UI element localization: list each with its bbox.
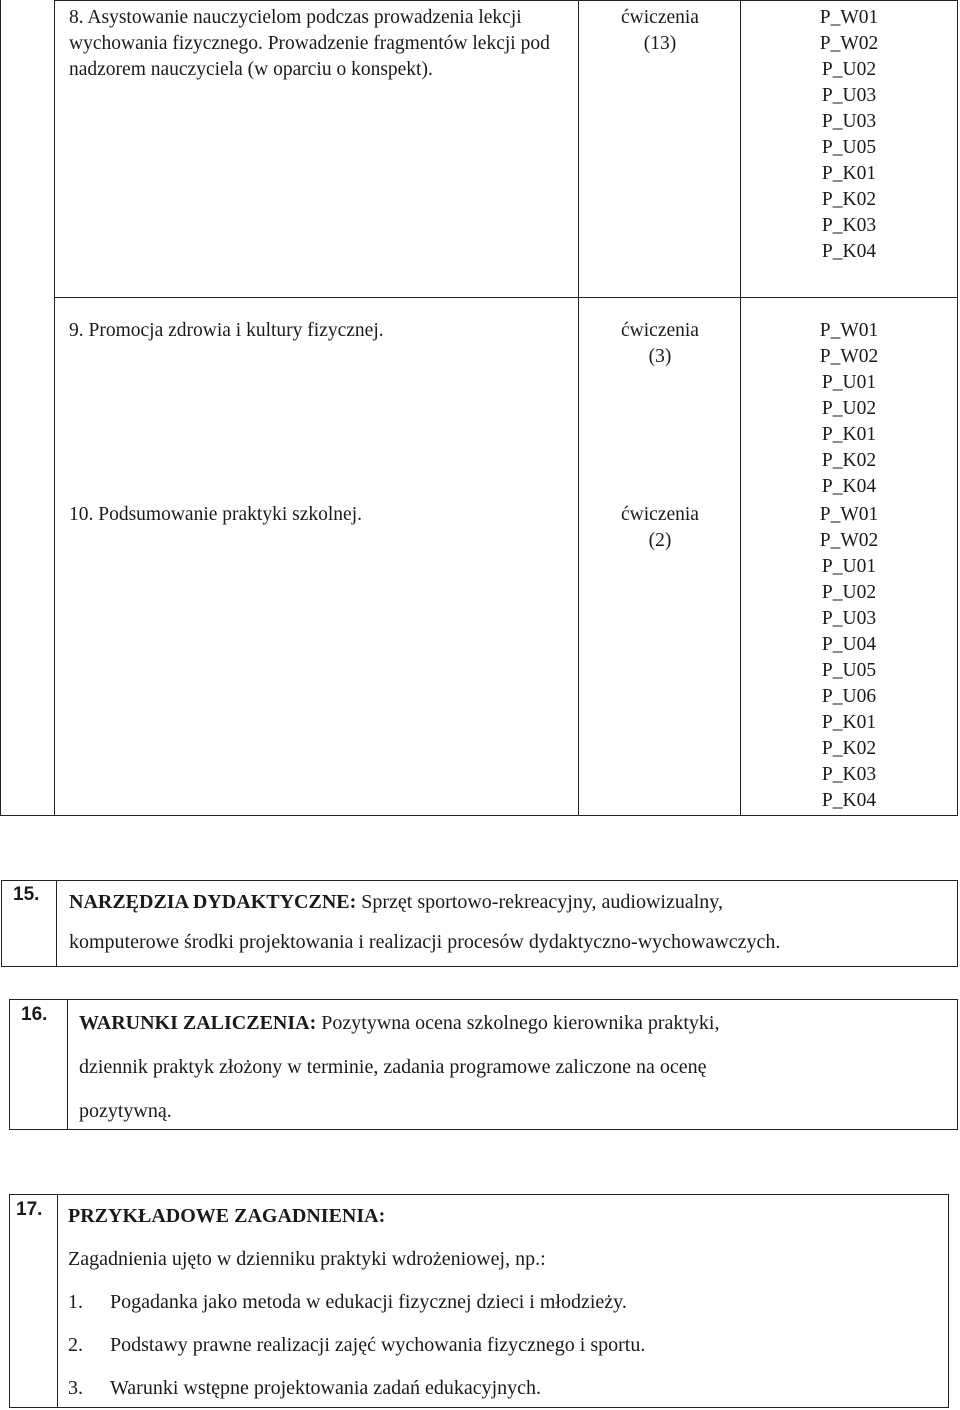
section-text: Pozytywna ocena szkolnego kierownika praktyki,	[316, 1012, 720, 1034]
effect-code: P_U02	[821, 59, 877, 80]
table-row-codes	[742, 5, 956, 265]
list-item	[68, 1367, 943, 1410]
effect-code: P_W02	[819, 346, 879, 367]
list-item-number: 2.	[68, 1334, 83, 1356]
effect-code: P_U03	[821, 608, 877, 629]
form-label: ćwiczenia	[621, 504, 699, 525]
effect-code: P_K01	[821, 424, 877, 445]
list-item-number: 1.	[68, 1291, 83, 1313]
effect-code: P_U02	[821, 398, 877, 419]
form-label: ćwiczenia	[621, 320, 699, 341]
section-number: 17.	[16, 1199, 43, 1220]
section-16-line: dziennik praktyk złożony w terminie, zadania programowe zaliczone na ocenę	[79, 1056, 707, 1078]
effect-code: P_U04	[821, 634, 877, 655]
table-row-codes	[742, 318, 956, 500]
hours-label: (13)	[643, 33, 677, 54]
table-row-topic: 8. Asystowanie nauczycielom podczas prowadzenia lekcji wychowania fizycznego. Prowadzenie fragmentów lekcji pod nadzorem nauczyciela (w oparciu o konspekt).	[69, 7, 550, 80]
section-16-line	[79, 1001, 954, 1045]
table-border-right	[957, 0, 958, 816]
table-border-left	[0, 0, 1, 816]
section-15-line	[69, 882, 954, 922]
effect-code: P_K04	[821, 790, 877, 811]
effect-code: P_K03	[821, 764, 877, 785]
hours-label: (2)	[648, 530, 672, 551]
effect-code: P_W01	[819, 504, 879, 525]
table-bottom-border	[0, 815, 958, 816]
list-item-text: Warunki wstępne projektowania zadań edukacyjnych.	[110, 1377, 542, 1399]
effect-code: P_W01	[819, 320, 879, 341]
table-row-topic: 9. Promocja zdrowia i kultury fizycznej.	[69, 320, 384, 341]
hours-label: (3)	[648, 346, 672, 367]
list-item-text: Podstawy prawne realizacji zajęć wychowania fizycznego i sportu.	[110, 1334, 646, 1356]
effect-code: P_K01	[821, 712, 877, 733]
effect-code: P_K03	[821, 215, 877, 236]
effect-code: P_W02	[819, 530, 879, 551]
section-number: 15.	[13, 884, 40, 905]
list-item-text: Pogadanka jako metoda w edukacji fizycznej dzieci i młodzieży.	[110, 1291, 627, 1313]
form-label: ćwiczenia	[621, 7, 699, 28]
section-17-divider	[57, 1194, 58, 1407]
effect-code: P_U06	[821, 686, 877, 707]
effect-code: P_K02	[821, 738, 877, 759]
section-16-content	[79, 1001, 954, 1133]
table-border-col1	[54, 0, 55, 816]
table-row-form	[580, 5, 740, 57]
table-row-codes	[742, 502, 956, 814]
list-item-number: 3.	[68, 1377, 83, 1399]
section-17-intro: Zagadnienia ujęto w dzienniku praktyki wdrożeniowej, np.:	[68, 1248, 546, 1270]
effect-code: P_U01	[821, 556, 877, 577]
table-row-divider	[54, 0, 958, 1]
section-heading: NARZĘDZIA DYDAKTYCZNE:	[69, 891, 357, 913]
section-text: Sprzęt sportowo-rekreacyjny, audiowizualny,	[356, 891, 723, 913]
effect-code: P_U02	[821, 582, 877, 603]
table-row-divider	[54, 297, 958, 298]
table-border-col2	[578, 0, 579, 816]
table-row-form	[580, 318, 740, 370]
table-row-form	[580, 502, 740, 554]
section-heading: PRZYKŁADOWE ZAGADNIENIA:	[68, 1205, 386, 1227]
list-item	[68, 1281, 943, 1324]
section-17-content	[68, 1195, 943, 1410]
section-number: 16.	[21, 1004, 48, 1025]
effect-code: P_U03	[821, 111, 877, 132]
effect-code: P_U05	[821, 137, 877, 158]
section-16-line: pozytywną.	[79, 1100, 172, 1122]
effect-code: P_K04	[821, 241, 877, 262]
effect-code: P_K02	[821, 189, 877, 210]
effect-code: P_W01	[819, 7, 879, 28]
section-heading: WARUNKI ZALICZENIA:	[79, 1012, 317, 1034]
table-border-col3	[740, 0, 741, 816]
effect-code: P_K01	[821, 163, 877, 184]
section-16-divider	[67, 999, 68, 1129]
effect-code: P_U01	[821, 372, 877, 393]
effect-code: P_K04	[821, 476, 877, 497]
table-row-topic: 10. Podsumowanie praktyki szkolnej.	[69, 504, 363, 525]
section-15-content	[69, 882, 954, 962]
effect-code: P_U03	[821, 85, 877, 106]
list-item	[68, 1324, 943, 1367]
effect-code: P_K02	[821, 450, 877, 471]
section-15-line: komputerowe środki projektowania i realizacji procesów dydaktyczno-wychowawczych.	[69, 931, 781, 953]
effect-code: P_U05	[821, 660, 877, 681]
effect-code: P_W02	[819, 33, 879, 54]
section-15-divider	[56, 880, 57, 966]
